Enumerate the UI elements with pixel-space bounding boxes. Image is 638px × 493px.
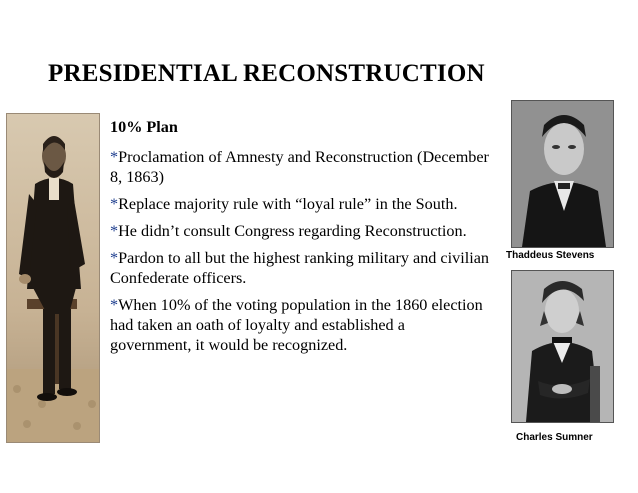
bullet-text: When 10% of the voting population in the 1860 election had taken an oath of loyalty and established a government, it would be recognized.: [110, 296, 483, 354]
bullet-item: [110, 248, 490, 288]
stevens-caption: Thaddeus Stevens: [506, 250, 595, 261]
bullet-star: *: [110, 148, 119, 166]
bullet-item: [110, 295, 490, 355]
bullet-star: *: [110, 296, 119, 314]
slide-title: PRESIDENTIAL RECONSTRUCTION: [48, 60, 485, 87]
bullet-star: *: [110, 222, 119, 240]
bullet-star: *: [110, 195, 119, 213]
bullet-text: He didn’t consult Congress regarding Reconstruction.: [118, 222, 467, 240]
bullet-star: *: [110, 249, 119, 267]
sumner-portrait-image: [511, 270, 614, 423]
bullet-item: [110, 194, 490, 214]
lincoln-portrait-image: [6, 113, 100, 443]
slide-content: [110, 117, 490, 362]
bullet-text: Replace majority rule with “loyal rule” in the South.: [118, 195, 458, 213]
bullet-item: [110, 221, 490, 241]
bullet-text: Proclamation of Amnesty and Reconstruction (December 8, 1863): [110, 148, 489, 186]
stevens-portrait-image: [511, 100, 614, 248]
bullet-item: [110, 147, 490, 187]
sumner-caption: Charles Sumner: [516, 432, 593, 443]
bullet-text: Pardon to all but the highest ranking military and civilian Confederate officers.: [110, 249, 489, 287]
plan-heading: 10% Plan: [110, 118, 178, 136]
